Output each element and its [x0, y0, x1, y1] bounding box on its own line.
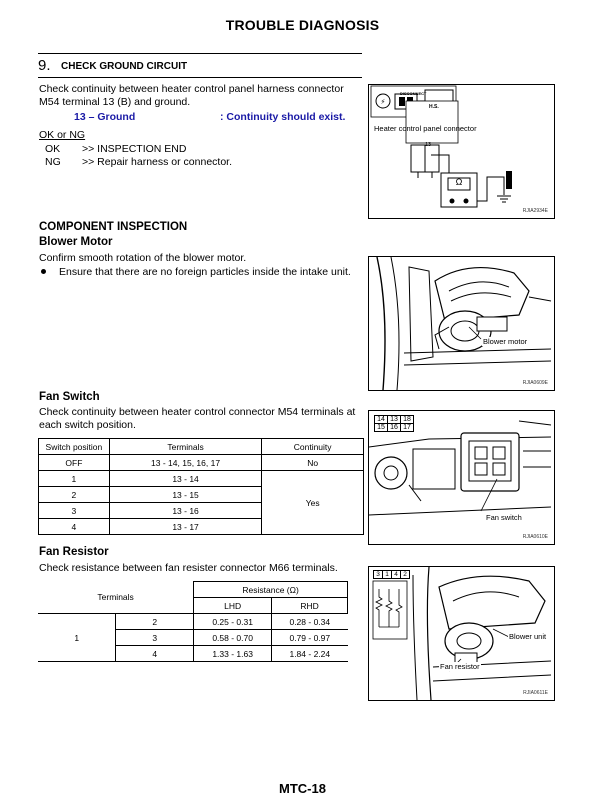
result-ng-code: NG	[45, 156, 61, 168]
from-terminal-cell: 1	[38, 614, 116, 662]
ground-check-figure	[368, 84, 555, 219]
terminal-cell: 13	[388, 416, 401, 424]
result-ok-text: >> INSPECTION END	[82, 143, 187, 155]
fan-switch-figure	[368, 410, 555, 545]
fan-switch-callout: Fan switch	[486, 513, 522, 522]
switch-position-cell: OFF	[39, 455, 110, 471]
table-row	[38, 614, 348, 630]
hs-label: H.S.	[429, 104, 439, 110]
step-spec-result: : Continuity should exist.	[220, 111, 346, 123]
step-spec-terminals: 13 – Ground	[74, 111, 136, 123]
terminals-cell: 13 - 14	[109, 471, 261, 487]
terminal-cell: 16	[388, 424, 401, 432]
rhd-cell: 0.28 - 0.34	[272, 614, 348, 630]
blower-unit-callout: Blower unit	[509, 632, 547, 641]
terminals-cell: 13 - 16	[109, 503, 261, 519]
ground-check-diagram	[369, 85, 554, 218]
lhd-header: LHD	[194, 598, 272, 614]
fan-resistor-figure	[368, 566, 555, 701]
fan-resistor-text: Check resistance between fan resister connector M66 terminals.	[39, 562, 338, 574]
table-header-row	[38, 582, 348, 598]
rhd-cell: 0.79 - 0.97	[272, 630, 348, 646]
fan-switch-table	[38, 438, 364, 535]
figure-code: RJIA2934E	[522, 208, 548, 214]
to-terminal-cell: 4	[116, 646, 194, 662]
fan-resistor-connector	[373, 570, 410, 579]
fan-switch-connector	[374, 415, 414, 432]
fan-switch-title: Fan Switch	[39, 391, 100, 403]
terminal-cell: 15	[375, 424, 388, 432]
lhd-cell: 0.25 - 0.31	[194, 614, 272, 630]
terminal-cell: 17	[401, 424, 414, 432]
table-row	[39, 455, 364, 471]
rhd-header: RHD	[272, 598, 348, 614]
switch-position-cell: 4	[39, 519, 110, 535]
terminal-cell: 18	[401, 416, 414, 424]
bullet-dot-icon	[41, 269, 46, 274]
blower-motor-text: Confirm smooth rotation of the blower motor.	[39, 252, 247, 264]
continuity-cell: No	[262, 455, 364, 471]
fan-switch-text: Check continuity between heater control connector M54 terminals at each switch position.	[39, 406, 356, 431]
fan-resistor-callout: Fan resistor	[440, 662, 480, 671]
component-inspection-title: COMPONENT INSPECTION	[39, 221, 188, 233]
result-ng-text: >> Repair harness or connector.	[82, 156, 233, 168]
page-header-title: TROUBLE DIAGNOSIS	[225, 17, 380, 33]
blower-figure-code: RJIA0609E	[522, 380, 548, 386]
to-terminal-cell: 2	[116, 614, 194, 630]
terminals-cell: 13 - 14, 15, 16, 17	[109, 455, 261, 471]
step-instruction: Check continuity between heater control panel harness connector M54 terminal 13 (B) and ground.	[39, 83, 344, 108]
terminal-cell: 4	[392, 571, 401, 579]
blower-motor-illustration	[369, 257, 554, 390]
column-header: Terminals	[109, 439, 261, 455]
continuity-cell: Yes	[262, 471, 364, 535]
table-header-row	[39, 439, 364, 455]
terminal-cell: 2	[401, 571, 410, 579]
ohmmeter-symbol: Ω	[455, 177, 463, 187]
fan-switch-figure-code: RJIA0610E	[522, 534, 548, 540]
ok-ng-label: OK or NG	[39, 129, 86, 141]
column-header: Switch position	[39, 439, 110, 455]
switch-position-cell: 3	[39, 503, 110, 519]
table-row	[39, 471, 364, 487]
step-bottom-rule	[38, 77, 362, 78]
terminal-cell: 14	[375, 416, 388, 424]
page-number: MTC-18	[279, 781, 326, 796]
svg-text:⚡: ⚡	[380, 98, 386, 106]
blower-motor-figure	[368, 256, 555, 391]
lhd-cell: 0.58 - 0.70	[194, 630, 272, 646]
terminal-13-label: 13	[424, 142, 432, 148]
to-terminal-cell: 3	[116, 630, 194, 646]
fan-resistor-table	[38, 581, 348, 662]
switch-position-cell: 1	[39, 471, 110, 487]
step-title: CHECK GROUND CIRCUIT	[61, 61, 188, 72]
rhd-cell: 1.84 - 2.24	[272, 646, 348, 662]
fan-resistor-title: Fan Resistor	[39, 546, 109, 558]
lhd-cell: 1.33 - 1.63	[194, 646, 272, 662]
disconnect-label: DISCONNECT	[400, 91, 427, 96]
blower-motor-callout: Blower motor	[483, 337, 528, 346]
blower-motor-bullet: Ensure that there are no foreign particles inside the intake unit.	[59, 266, 351, 278]
resistance-header: Resistance (Ω)	[194, 582, 348, 598]
switch-position-cell: 2	[39, 487, 110, 503]
column-header: Continuity	[262, 439, 364, 455]
step-top-rule	[38, 53, 362, 54]
terminals-cell: 13 - 17	[109, 519, 261, 535]
connector-label: Heater control panel connector	[374, 124, 477, 133]
terminal-cell: 1	[383, 571, 392, 579]
step-number: 9.	[38, 57, 51, 74]
blower-motor-title: Blower Motor	[39, 236, 113, 248]
terminals-header: Terminals	[38, 582, 194, 614]
terminals-cell: 13 - 15	[109, 487, 261, 503]
result-ok-code: OK	[45, 143, 61, 155]
fan-resistor-figure-code: RJIA0611E	[523, 690, 548, 696]
terminal-cell: 3	[374, 571, 383, 579]
